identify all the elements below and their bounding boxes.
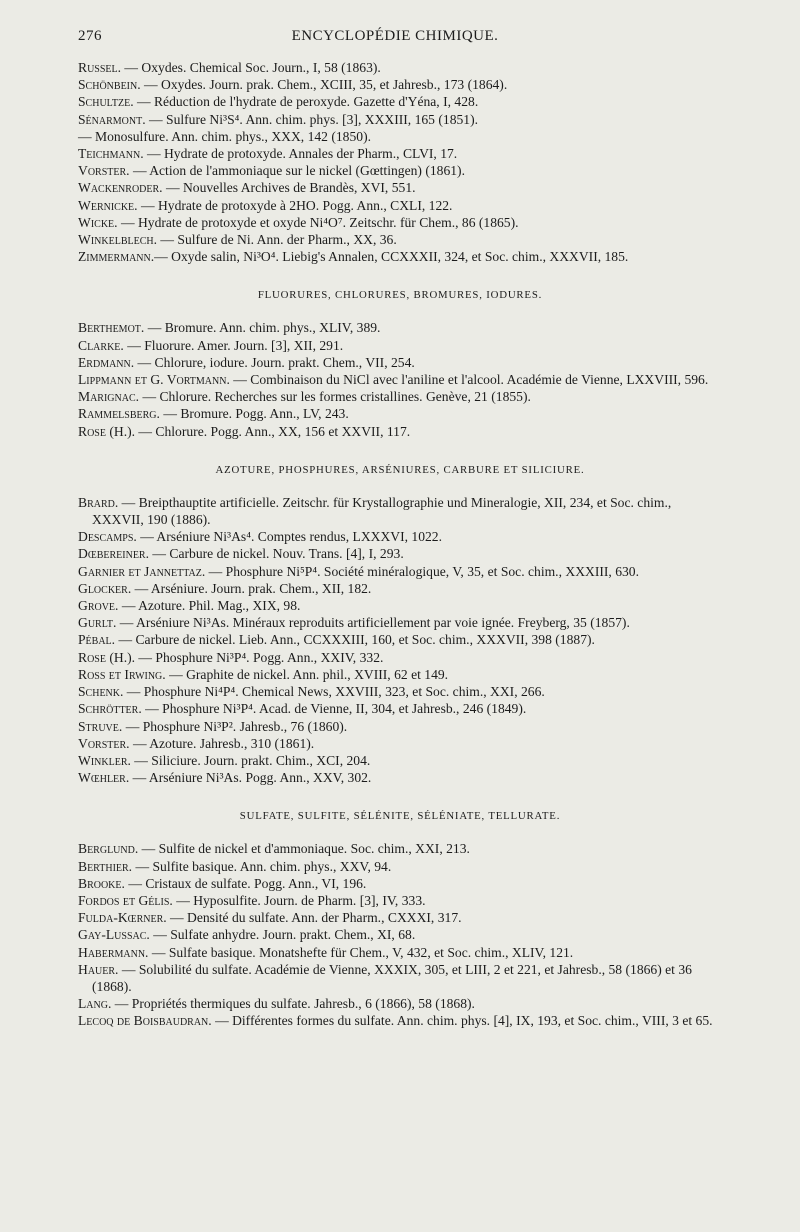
page-number: 276 bbox=[78, 28, 102, 44]
entry-author: Teichmann. bbox=[78, 146, 144, 162]
bibliography-entry bbox=[78, 179, 722, 196]
entry-author: Gurlt. bbox=[78, 615, 117, 631]
entry-author: Fulda-Kœrner. bbox=[78, 910, 167, 926]
entry-author: Rose (H.). bbox=[78, 423, 136, 439]
bibliography-entry bbox=[78, 944, 722, 961]
bibliography-entry bbox=[78, 494, 722, 528]
entry-text: — Phosphure Ni³P⁴. Pogg. Ann., XXIV, 332. bbox=[135, 649, 384, 665]
entry-text: — Fluorure. Amer. Journ. [3], XII, 291. bbox=[123, 337, 344, 353]
bibliography-entry bbox=[78, 197, 722, 214]
entry-text: — Graphite de nickel. Ann. phil., XVIII, 62 et 149. bbox=[165, 666, 449, 682]
entry-text: — Arséniure Ni³As. Minéraux reproduits artificiellement par voie ignée. Freyberg, 35 (1857). bbox=[116, 615, 630, 631]
entry-author: Pébal. bbox=[78, 632, 116, 648]
bibliography-entry bbox=[78, 354, 722, 371]
page-header bbox=[78, 28, 722, 45]
bibliography-entry bbox=[78, 683, 722, 700]
bibliography-entry bbox=[78, 892, 722, 909]
bibliography-entry bbox=[78, 111, 722, 128]
bibliography-entry bbox=[78, 76, 722, 93]
entry-author: Berglund. bbox=[78, 841, 139, 857]
entry-text: — Sulfure Ni³S⁴. Ann. chim. phys. [3], XXXIII, 165 (1851). bbox=[145, 111, 479, 127]
entry-author: Marignac. bbox=[78, 389, 140, 405]
bibliography-entry bbox=[78, 388, 722, 405]
entry-author: Schultze. bbox=[78, 94, 134, 110]
section-heading: FLUORURES, CHLORURES, BROMURES, IODURES. bbox=[257, 289, 543, 302]
entry-author: Grove. bbox=[78, 598, 119, 614]
entry-author: Wackenroder. bbox=[78, 180, 163, 196]
entry-author: Wicke. bbox=[78, 214, 118, 230]
bibliography-entry bbox=[78, 875, 722, 892]
entry-author: Vorster. bbox=[78, 735, 130, 751]
entry-text: — Monosulfure. Ann. chim. phys., XXX, 142 (1850). bbox=[78, 128, 372, 144]
entry-text: — Chlorure. Recherches sur les formes cristallines. Genève, 21 (1855). bbox=[139, 389, 531, 405]
section bbox=[78, 464, 722, 786]
bibliography-entry bbox=[78, 926, 722, 943]
bibliography-entry bbox=[78, 93, 722, 110]
bibliography-entry bbox=[78, 145, 722, 162]
entry-author: Erdmann. bbox=[78, 354, 135, 370]
entry-text: — Hydrate de protoxyde et oxyde Ni⁴O⁷. Zeitschr. für Chem., 86 (1865). bbox=[117, 214, 519, 230]
entry-text: — Carbure de nickel. Lieb. Ann., CCXXXIII, 160, et Soc. chim., XXXVII, 398 (1887). bbox=[115, 632, 595, 648]
entry-text: — Bromure. Pogg. Ann., LV, 243. bbox=[159, 406, 349, 422]
entry-author: Clarke. bbox=[78, 337, 124, 353]
entry-text: — Oxydes. Chemical Soc. Journ., I, 58 (1863). bbox=[121, 60, 381, 75]
entry-author: Dœbereiner. bbox=[78, 546, 149, 562]
entry-text: — Sulfure de Ni. Ann. der Pharm., XX, 36. bbox=[157, 232, 397, 248]
bibliography-entry bbox=[78, 840, 722, 857]
entry-text: — Propriétés thermiques du sulfate. Jahresb., 6 (1866), 58 (1868). bbox=[111, 996, 475, 1012]
entry-author: Rammelsberg. bbox=[78, 406, 160, 422]
bibliography-entry bbox=[78, 597, 722, 614]
bibliography-entry bbox=[78, 995, 722, 1012]
entry-author: Russel. bbox=[78, 60, 122, 75]
entry-author: Winkelblech. bbox=[78, 232, 157, 248]
entry-text: — Solubilité du sulfate. Académie de Vienne, XXXIX, 305, et LIII, 2 et 221, et Jahresb., 58 (1866) et 36 (1868). bbox=[92, 961, 692, 994]
bibliography-entry bbox=[78, 735, 722, 752]
bibliography-entry bbox=[78, 718, 722, 735]
entry-author: Winkler. bbox=[78, 752, 131, 768]
bibliography-entry bbox=[78, 214, 722, 231]
entry-text: — Sulfite de nickel et d'ammoniaque. Soc. chim., XXI, 213. bbox=[138, 841, 470, 857]
entry-author: Hauer. bbox=[78, 961, 119, 977]
bibliography-entry bbox=[78, 752, 722, 769]
entry-text: — Carbure de nickel. Nouv. Trans. [4], I, 293. bbox=[149, 546, 404, 562]
bibliography-entry bbox=[78, 423, 722, 440]
bibliography-entry bbox=[78, 319, 722, 336]
entry-text: — Hydrate de protoxyde. Annales der Pharm., CLVI, 17. bbox=[143, 146, 458, 162]
entry-author: Wernicke. bbox=[78, 197, 138, 213]
entry-author: Schenk. bbox=[78, 684, 124, 700]
running-title: ENCYCLOPÉDIE CHIMIQUE. bbox=[291, 28, 499, 44]
entry-author: Descamps. bbox=[78, 529, 137, 545]
entry-text: — Cristaux de sulfate. Pogg. Ann., VI, 196. bbox=[124, 875, 367, 891]
entry-author: Ross et Irwing. bbox=[78, 666, 166, 682]
bibliography-entry bbox=[78, 128, 722, 145]
entry-text: — Phosphure Ni³P⁴. Acad. de Vienne, II, 304, et Jahresb., 246 (1849). bbox=[141, 701, 527, 717]
entry-author: Gay-Lussac. bbox=[78, 927, 150, 943]
entry-author: Sénarmont. bbox=[78, 111, 146, 127]
section bbox=[78, 289, 722, 439]
section-heading: AZOTURE, PHOSPHURES, ARSÉNIURES, CARBURE ET SILICIURE. bbox=[215, 463, 585, 476]
entry-author: Vorster. bbox=[78, 163, 130, 179]
entry-author: Schönbein. bbox=[78, 77, 141, 93]
entry-text: — Oxydes. Journ. prak. Chem., XCIII, 35, et Jahresb., 173 (1864). bbox=[140, 77, 508, 93]
bibliography-entry bbox=[78, 961, 722, 995]
intro-entry-list bbox=[78, 59, 722, 265]
entry-author: Brard. bbox=[78, 494, 119, 510]
entry-text: — Arséniure. Journ. prak. Chem., XII, 182. bbox=[131, 580, 372, 596]
bibliography-entry bbox=[78, 545, 722, 562]
bibliography-entry bbox=[78, 769, 722, 786]
bibliography-entry bbox=[78, 405, 722, 422]
sections-container bbox=[78, 289, 722, 1029]
bibliography-entry bbox=[78, 666, 722, 683]
bibliography-entry bbox=[78, 858, 722, 875]
entry-text: — Azoture. Jahresb., 310 (1861). bbox=[129, 735, 315, 751]
entry-text: — Réduction de l'hydrate de peroxyde. Gazette d'Yéna, I, 428. bbox=[133, 94, 479, 110]
entry-author: Glocker. bbox=[78, 580, 132, 596]
bibliography-entry bbox=[78, 649, 722, 666]
entry-text: — Arséniure Ni³As. Pogg. Ann., XXV, 302. bbox=[129, 770, 372, 786]
bibliography-entry bbox=[78, 700, 722, 717]
entry-text: — Densité du sulfate. Ann. der Pharm., CXXXI, 317. bbox=[166, 910, 462, 926]
section-heading: SULFATE, SULFITE, SÉLÉNITE, SÉLÉNIATE, TELLURATE. bbox=[239, 810, 561, 823]
entry-text: — Sulfate anhydre. Journ. prakt. Chem., XI, 68. bbox=[149, 927, 416, 943]
entry-text: — Bromure. Ann. chim. phys., XLIV, 389. bbox=[144, 320, 381, 336]
bibliography-entry bbox=[78, 231, 722, 248]
entry-text: — Hydrate de protoxyde à 2HO. Pogg. Ann., CXLI, 122. bbox=[137, 197, 453, 213]
entry-text: — Phosphure Ni³P². Jahresb., 76 (1860). bbox=[122, 718, 348, 734]
bibliography-entry bbox=[78, 528, 722, 545]
entry-author: Berthemot. bbox=[78, 320, 145, 336]
bibliography-entry bbox=[78, 631, 722, 648]
bibliography-entry bbox=[78, 371, 722, 388]
entry-author: Habermann. bbox=[78, 944, 149, 960]
entry-text: — Chlorure. Pogg. Ann., XX, 156 et XXVII, 117. bbox=[135, 423, 411, 439]
bibliography-entry bbox=[78, 59, 722, 76]
entry-text: — Siliciure. Journ. prakt. Chim., XCI, 204. bbox=[130, 752, 371, 768]
entry-author: Berthier. bbox=[78, 858, 133, 874]
entry-author: Schrötter. bbox=[78, 701, 142, 717]
bibliography-entry bbox=[78, 580, 722, 597]
entry-text: — Différentes formes du sulfate. Ann. chim. phys. [4], IX, 193, et Soc. chim., VIII, 3 et 65. bbox=[211, 1013, 713, 1029]
bibliography-entry bbox=[78, 1012, 722, 1029]
entry-text: — Action de l'ammoniaque sur le nickel (Gœttingen) (1861). bbox=[129, 163, 465, 179]
entry-text: — Breipthauptite artificielle. Zeitschr. für Krystallographie und Mineralogie, XII, 234, et Soc. chim., XXXVII, 190 (1886). bbox=[92, 494, 672, 528]
entry-text: — Hyposulfite. Journ. de Pharm. [3], IV, 333. bbox=[172, 892, 426, 908]
entry-text: — Phosphure Ni⁴P⁴. Chemical News, XXVIII, 323, et Soc. chim., XXI, 266. bbox=[123, 684, 545, 700]
entry-text: — Oxyde salin, Ni³O⁴. Liebig's Annalen, CCXXXII, 324, et Soc. chim., XXXVII, 185. bbox=[154, 249, 629, 265]
bibliography-entry bbox=[78, 337, 722, 354]
bibliography-entry bbox=[78, 248, 722, 265]
entry-text: — Sulfite basique. Ann. chim. phys., XXV, 94. bbox=[132, 858, 392, 874]
entry-text: — Combinaison du NiCl avec l'aniline et l'alcool. Académie de Vienne, LXXVIII, 596. bbox=[229, 372, 709, 388]
entry-author: Fordos et Gélis. bbox=[78, 892, 173, 908]
entry-author: Lecoq de Boisbaudran. bbox=[78, 1013, 212, 1029]
entry-author: Zimmermann. bbox=[78, 249, 155, 265]
bibliography-entry bbox=[78, 614, 722, 631]
bibliography-entry bbox=[78, 563, 722, 580]
entry-author: Garnier et Jannettaz. bbox=[78, 563, 206, 579]
entry-author: Lippmann et G. Vortmann. bbox=[78, 372, 230, 388]
entry-text: — Phosphure Ni⁵P⁴. Société minéralogique, V, 35, et Soc. chim., XXXIII, 630. bbox=[205, 563, 639, 579]
entry-text: — Azoture. Phil. Mag., XIX, 98. bbox=[118, 598, 301, 614]
entry-text: — Chlorure, iodure. Journ. prakt. Chem., VII, 254. bbox=[134, 354, 415, 370]
bibliography-entry bbox=[78, 162, 722, 179]
entry-author: Brooke. bbox=[78, 875, 125, 891]
entry-author: Wœhler. bbox=[78, 770, 130, 786]
entry-text: — Arséniure Ni³As⁴. Comptes rendus, LXXXVI, 1022. bbox=[136, 529, 442, 545]
entry-author: Lang. bbox=[78, 996, 112, 1012]
entry-author: Rose (H.). bbox=[78, 649, 136, 665]
entry-author: Struve. bbox=[78, 718, 123, 734]
entry-text: — Sulfate basique. Monatshefte für Chem., V, 432, et Soc. chim., XLIV, 121. bbox=[148, 944, 574, 960]
section bbox=[78, 810, 722, 1029]
entry-text: — Nouvelles Archives de Brandès, XVI, 551. bbox=[162, 180, 416, 196]
bibliography-entry bbox=[78, 909, 722, 926]
